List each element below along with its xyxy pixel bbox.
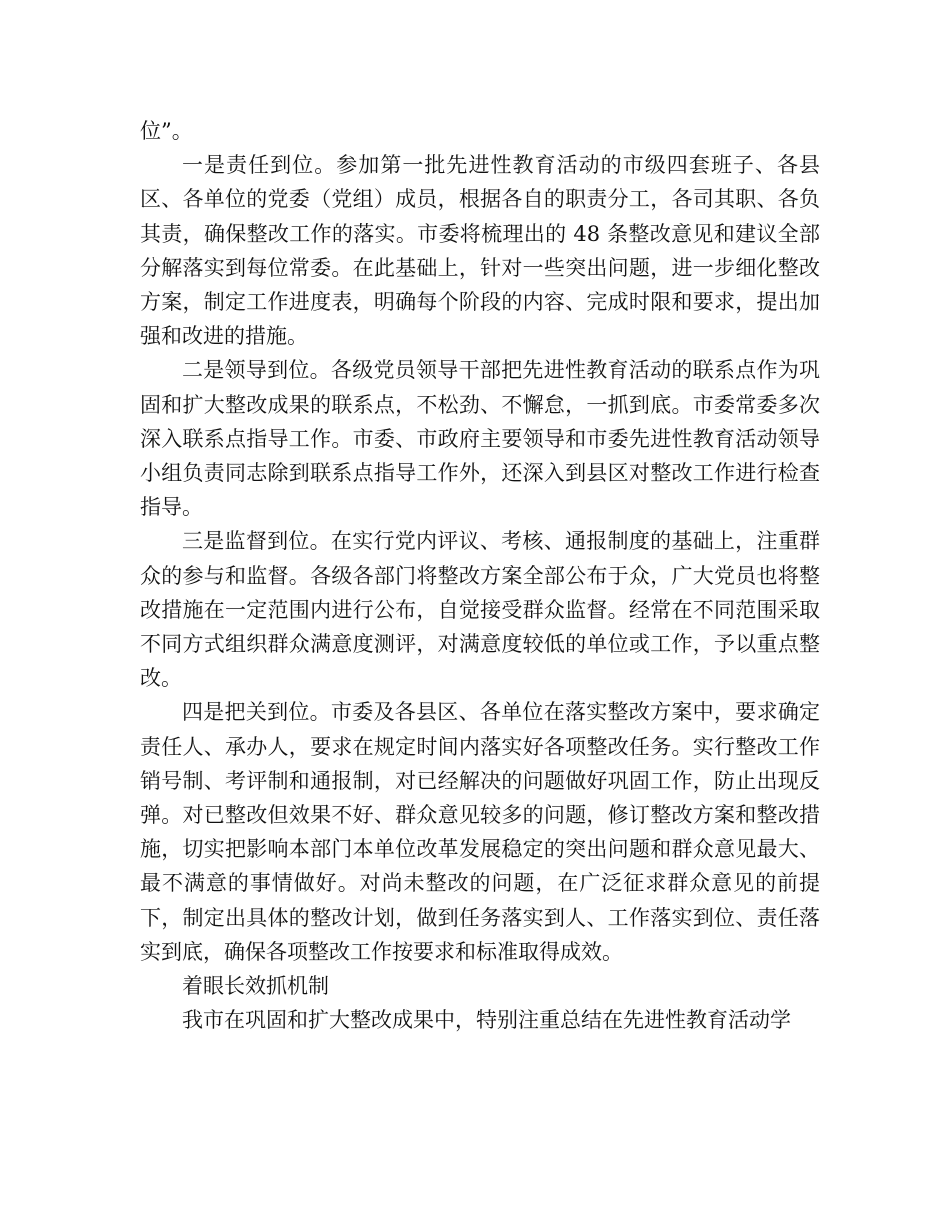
section-heading: 着眼长效抓机制 [182, 974, 329, 999]
paragraph-checkpoint: 四是把关到位。市委及各县区、各单位在落实整改方案中，要求确定责任人、承办人，要求在规定时间内落实好各项整改任务。实行整改工作销号制、考评制和通报制，对已经解决的问题做好巩固工作，防止出现反弹。对已整改但效果不好、群众意见较多的问题，修订整改方案和整改措施，切实把影响本部门本单位改革发展稳定的突出问题和群众意见最大、最不满意的事情做好。对尚未整改的问题，在广泛征求群众意见的前提下，制定出具体的整改计划，做到任务落实到人、工作落实到位、责任落实到底，确保各项整改工作按要求和标准取得成效。 [140, 700, 820, 964]
paragraph-leadership: 二是领导到位。各级党员领导干部把先进性教育活动的联系点作为巩固和扩大整改成果的联系点，不松劲、不懈怠，一抓到底。市委常委多次深入联系点指导工作。市委、市政府主要领导和市委先进性教育活动领导小组负责同志除到联系点指导工作外，还深入到县区对整改工作进行检查指导。 [140, 358, 820, 520]
document-body [140, 114, 820, 1037]
paragraph-responsibility: 一是责任到位。参加第一批先进性教育活动的市级四套班子、各县区、各单位的党委（党组）成员，根据各自的职责分工，各司其职、各负其责，确保整改工作的落实。市委将梳理出的 48 条整改意见和建议全部分解落实到每位常委。在此基础上，针对一些突出问题，进一步细化整改方案，制定工作进度表，明确每个阶段的内容、完成时限和要求，提出加强和改进的措施。 [140, 153, 820, 349]
paragraph-mechanism: 我市在巩固和扩大整改成果中，特别注重总结在先进性教育活动学 [182, 1008, 791, 1033]
paragraph-supervision: 三是监督到位。在实行党内评议、考核、通报制度的基础上，注重群众的参与和监督。各级各部门将整改方案全部公布于众，广大党员也将整改措施在一定范围内进行公布，自觉接受群众监督。经常在不同范围采取不同方式组织群众满意度测评，对满意度较低的单位或工作，予以重点整改。 [140, 529, 820, 691]
paragraph-continuation: 位”。 [140, 119, 193, 143]
